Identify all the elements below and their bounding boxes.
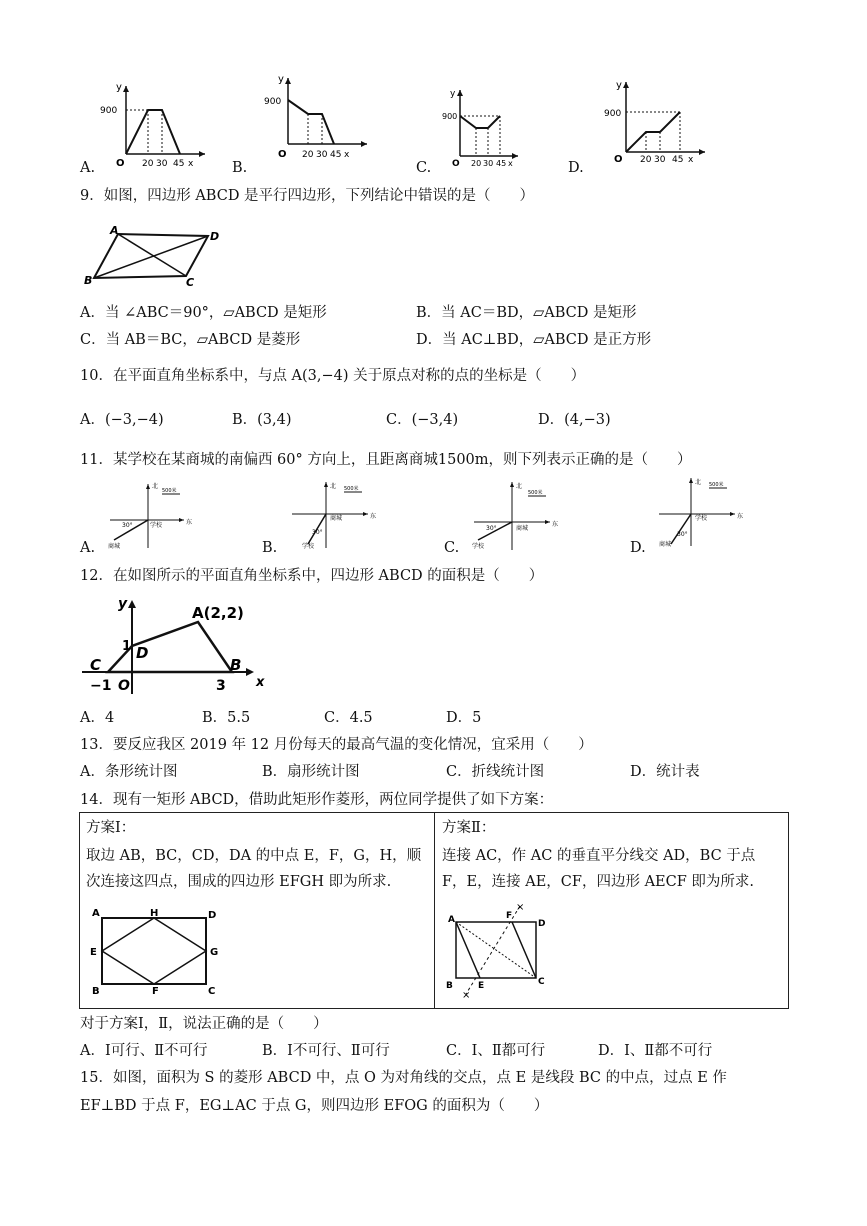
svg-text:商城: 商城 xyxy=(659,541,672,548)
svg-text:D: D xyxy=(210,230,220,243)
svg-text:A: A xyxy=(110,224,119,237)
svg-text:30: 30 xyxy=(156,159,168,168)
q11-compass-c xyxy=(470,478,570,552)
svg-text:学校: 学校 xyxy=(695,515,708,522)
q14-question: 对于方案Ⅰ，Ⅱ，说法正确的是（ ） xyxy=(80,1016,328,1032)
svg-text:1: 1 xyxy=(122,639,132,654)
svg-text:500米: 500米 xyxy=(344,486,359,492)
svg-text:O: O xyxy=(118,678,130,694)
q12-option-d: D．5 xyxy=(446,710,482,726)
svg-text:30°: 30° xyxy=(122,522,133,529)
q8-option-a: A. xyxy=(80,160,96,176)
q14-plan2-line1: 连接 AC，作 AC 的垂直平分线交 AD，BC 于点 xyxy=(442,848,756,864)
svg-text:学校: 学校 xyxy=(150,522,163,529)
svg-text:3: 3 xyxy=(216,678,226,694)
q11-compass-b xyxy=(288,478,388,550)
svg-text:x: x xyxy=(688,155,694,165)
svg-text:20: 20 xyxy=(471,159,482,168)
svg-text:B: B xyxy=(84,274,93,287)
svg-text:东: 东 xyxy=(552,521,559,528)
q14-option-c: C．Ⅰ、Ⅱ都可行 xyxy=(446,1043,546,1059)
q11-option-b: B. xyxy=(262,540,278,556)
q11-stem: 11．某学校在某商城的南偏西 60° 方向上，且距离商城1500m，则下列表示正确的是（ ） xyxy=(80,452,692,468)
q15-line2: EF⊥BD 于点 F，EG⊥AC 于点 G，则四边形 EFOG 的面积为（ ） xyxy=(80,1098,549,1114)
svg-text:D: D xyxy=(538,919,546,929)
q12-option-c: C．4.5 xyxy=(324,710,373,726)
svg-text:30: 30 xyxy=(316,150,328,160)
q11-option-c: C. xyxy=(444,540,460,556)
svg-text:45: 45 xyxy=(330,150,342,160)
q8-graph-c xyxy=(440,86,550,168)
svg-text:北: 北 xyxy=(330,483,337,490)
q14-plan1-line2: 次连接这四点，围成的四边形 EFGH 即为所求. xyxy=(86,874,392,890)
q14-option-a: A．Ⅰ可行、Ⅱ不可行 xyxy=(80,1043,208,1059)
q12-coordinate-figure xyxy=(80,594,270,698)
q14-stem: 14．现有一矩形 ABCD，借助此矩形作菱形，两位同学提供了如下方案： xyxy=(80,792,554,808)
q9-stem: 9．如图，四边形 ABCD 是平行四边形，下列结论中错误的是（ ） xyxy=(80,188,535,204)
q13-stem: 13．要反应我区 2019 年 12 月份每天的最高气温的变化情况，宜采用（ ） xyxy=(80,737,593,753)
svg-text:O: O xyxy=(116,158,125,168)
q11-option-a: A. xyxy=(80,540,96,556)
svg-text:y: y xyxy=(118,596,128,612)
svg-text:B: B xyxy=(230,656,242,674)
svg-text:20: 20 xyxy=(142,159,154,168)
svg-text:学校: 学校 xyxy=(472,543,485,550)
svg-text:C: C xyxy=(186,276,195,289)
svg-text:商城: 商城 xyxy=(516,525,529,532)
svg-text:东: 东 xyxy=(370,513,377,520)
q8-graph-b xyxy=(262,72,372,164)
q9-option-c: C．当 AB＝BC，▱ABCD 是菱形 xyxy=(80,332,301,348)
svg-text:900: 900 xyxy=(100,106,118,116)
svg-text:商城: 商城 xyxy=(108,543,121,550)
q14-option-b: B．Ⅰ不可行、Ⅱ可行 xyxy=(262,1043,390,1059)
q10-option-d: D．(4,−3) xyxy=(538,412,611,428)
svg-text:y: y xyxy=(450,89,456,99)
svg-text:F: F xyxy=(506,911,513,921)
svg-text:20: 20 xyxy=(302,150,314,160)
q14-option-d: D．Ⅰ、Ⅱ都不可行 xyxy=(598,1043,713,1059)
svg-text:900: 900 xyxy=(264,97,282,107)
svg-text:x: x xyxy=(188,159,194,168)
q10-option-b: B．(3,4) xyxy=(232,412,292,428)
q8-graph-d xyxy=(600,76,710,168)
svg-text:30°: 30° xyxy=(677,531,688,538)
svg-text:H: H xyxy=(150,908,159,919)
q13-option-d: D．统计表 xyxy=(630,764,700,780)
q12-option-a: A．4 xyxy=(80,710,115,726)
svg-text:x: x xyxy=(344,150,350,160)
svg-text:30: 30 xyxy=(654,155,666,165)
svg-text:−1: −1 xyxy=(90,678,112,694)
svg-text:45: 45 xyxy=(672,155,684,165)
q14-plan1-line1: 取边 AB，BC，CD，DA 的中点 E，F，G，H，顺 xyxy=(86,848,422,864)
svg-text:D: D xyxy=(136,644,149,662)
q11-option-d: D. xyxy=(630,540,646,556)
q12-stem: 12．在如图所示的平面直角坐标系中，四边形 ABCD 的面积是（ ） xyxy=(80,568,544,584)
svg-text:B: B xyxy=(446,981,453,991)
q8-option-c: C. xyxy=(416,160,432,176)
q10-option-a: A．(−3,−4) xyxy=(80,412,164,428)
svg-text:30: 30 xyxy=(483,159,494,168)
svg-text:O: O xyxy=(452,159,460,168)
q14-plan1-figure xyxy=(86,904,226,998)
svg-text:y: y xyxy=(616,80,622,91)
q12-option-b: B．5.5 xyxy=(202,710,251,726)
svg-text:C: C xyxy=(538,977,545,987)
svg-text:x: x xyxy=(508,159,513,168)
svg-text:900: 900 xyxy=(442,112,458,121)
svg-text:500米: 500米 xyxy=(162,488,177,494)
svg-text:东: 东 xyxy=(186,519,193,526)
q9-option-b: B．当 AC＝BD，▱ABCD 是矩形 xyxy=(416,305,637,321)
svg-text:y: y xyxy=(116,82,122,93)
q14-plan2-arc-mark-top: × xyxy=(516,902,525,913)
q9-option-a: A．当 ∠ABC＝90°，▱ABCD 是矩形 xyxy=(80,305,327,321)
q14-plan1-title: 方案Ⅰ： xyxy=(86,820,136,836)
q13-option-a: A．条形统计图 xyxy=(80,764,178,780)
svg-text:G: G xyxy=(210,947,219,958)
q14-plan2-title: 方案Ⅱ： xyxy=(442,820,496,836)
q8-option-d: D. xyxy=(568,160,584,176)
svg-text:学校: 学校 xyxy=(302,543,315,550)
svg-text:C: C xyxy=(90,656,102,674)
svg-text:A: A xyxy=(448,915,455,925)
svg-text:900: 900 xyxy=(604,109,622,119)
svg-text:O: O xyxy=(278,149,287,160)
q15-line1: 15．如图，面积为 S 的菱形 ABCD 中，点 O 为对角线的交点，点 E 是线段 BC 的中点，过点 E 作 xyxy=(80,1070,727,1086)
q14-plan2-arc-mark-bottom: × xyxy=(462,990,471,1001)
svg-text:500米: 500米 xyxy=(528,490,543,496)
svg-text:30°: 30° xyxy=(312,529,323,536)
svg-text:30°: 30° xyxy=(486,525,497,532)
svg-text:E: E xyxy=(90,947,97,958)
q13-option-b: B．扇形统计图 xyxy=(262,764,360,780)
q14-plan2-line2: F，E，连接 AE，CF，四边形 AECF 即为所求. xyxy=(442,874,755,890)
q8-graph-a xyxy=(100,78,210,168)
svg-text:C: C xyxy=(208,986,216,997)
svg-text:北: 北 xyxy=(695,479,702,486)
svg-text:商城: 商城 xyxy=(330,515,343,522)
q14-table-divider xyxy=(434,812,435,1008)
q10-stem: 10．在平面直角坐标系中，与点 A(3,−4) 关于原点对称的点的坐标是（ ） xyxy=(80,368,586,384)
svg-text:O: O xyxy=(614,154,623,165)
q11-compass-a xyxy=(100,480,200,552)
svg-text:A: A xyxy=(92,908,100,919)
svg-text:45: 45 xyxy=(173,159,185,168)
svg-text:x: x xyxy=(256,675,265,690)
svg-text:20: 20 xyxy=(640,155,652,165)
svg-text:北: 北 xyxy=(152,483,159,490)
svg-text:A(2,2): A(2,2) xyxy=(192,604,244,622)
svg-text:500米: 500米 xyxy=(709,482,724,488)
svg-text:B: B xyxy=(92,986,100,997)
svg-text:45: 45 xyxy=(496,159,507,168)
svg-text:D: D xyxy=(208,910,217,921)
q10-option-c: C．(−3,4) xyxy=(386,412,459,428)
svg-text:y: y xyxy=(278,74,284,85)
svg-text:F: F xyxy=(152,986,159,997)
svg-text:东: 东 xyxy=(737,513,744,520)
q11-compass-d xyxy=(655,474,755,548)
q13-option-c: C．折线统计图 xyxy=(446,764,545,780)
svg-text:北: 北 xyxy=(516,483,523,490)
q9-parallelogram-figure xyxy=(82,222,232,290)
q8-option-b: B. xyxy=(232,160,248,176)
svg-text:E: E xyxy=(478,981,485,991)
q9-option-d: D．当 AC⊥BD，▱ABCD 是正方形 xyxy=(416,332,652,348)
q14-plan2-figure xyxy=(442,900,562,1002)
